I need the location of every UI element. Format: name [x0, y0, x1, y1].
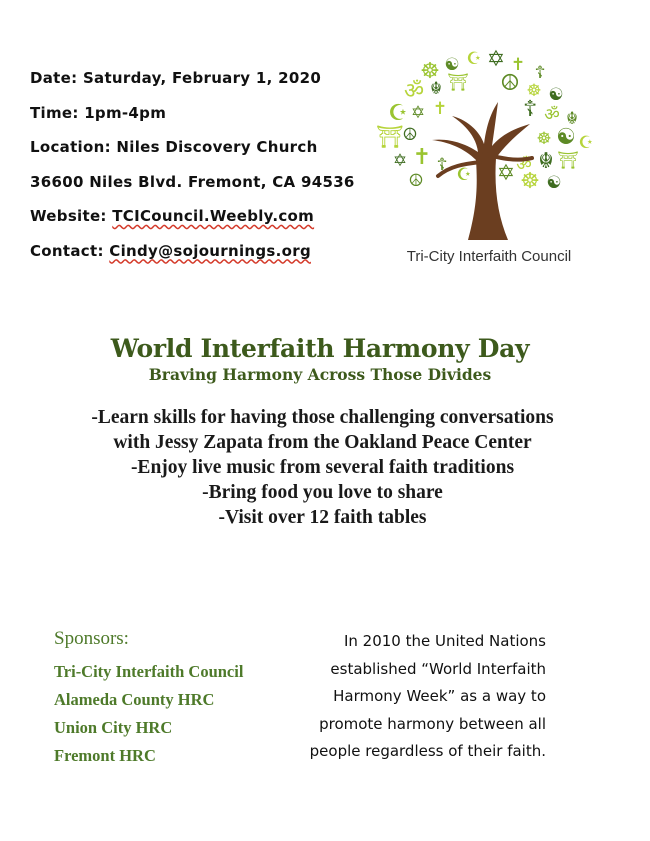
- un-note-line: In 2010 the United Nations: [343, 632, 546, 650]
- contact-email-link[interactable]: Cindy@sojournings.org: [109, 241, 311, 260]
- website-line: [30, 204, 370, 239]
- sponsors-section: [54, 628, 304, 770]
- faith-symbol-icon: ॐ: [516, 155, 532, 175]
- un-note-line: established “World Interfaith: [330, 659, 546, 678]
- faith-symbol-icon: ☦: [534, 63, 546, 83]
- faith-symbol-icon: ☮: [408, 171, 424, 191]
- faith-symbol-icon: ☯: [546, 173, 562, 193]
- faith-symbol-icon: ☯: [444, 55, 460, 75]
- event-time: Time: 1pm-4pm: [30, 103, 167, 122]
- faith-symbol-icon: ॐ: [403, 79, 425, 104]
- faith-symbol-icon: ☸: [520, 169, 540, 194]
- event-date: Date: Saturday, February 1, 2020: [30, 69, 322, 87]
- faith-symbol-icon: ☸: [526, 81, 542, 101]
- interfaith-tree-icon: [360, 40, 610, 280]
- faith-symbol-icon: ☬: [429, 79, 443, 99]
- faith-symbol-icon: ☯: [556, 125, 576, 150]
- activity-line: -Enjoy live music from several faith traditions: [130, 457, 515, 478]
- event-title: World Interfaith Harmony Day: [110, 334, 530, 363]
- sponsor-item: Union City HRC: [54, 718, 173, 737]
- un-note-line: Harmony Week” as a way to: [333, 687, 546, 705]
- event-address: 36600 Niles Blvd. Fremont, CA 94536: [30, 172, 355, 191]
- faith-symbol-icon: ☬: [565, 109, 579, 129]
- un-note-line: promote harmony between all: [319, 714, 546, 733]
- faith-symbol-icon: ☯: [548, 85, 564, 105]
- faith-symbol-icon: ☸: [420, 59, 440, 84]
- faith-symbol-icon: ✡: [410, 103, 426, 123]
- faith-symbol-icon: ☦: [436, 155, 448, 175]
- faith-symbol-icon: ✡: [392, 151, 408, 171]
- faith-symbol-icon: ⛩: [447, 73, 469, 93]
- faith-symbol-icon: ☪: [456, 165, 472, 185]
- faith-symbol-icon: ✡: [496, 161, 516, 186]
- sponsor-item: Tri-City Interfaith Council: [54, 662, 244, 681]
- activity-line: -Bring food you love to share: [202, 482, 443, 503]
- contact-line: [30, 239, 370, 274]
- faith-symbol-icon: ☬: [538, 149, 554, 174]
- faith-symbol-icon: ✡: [486, 47, 506, 72]
- faith-symbol-icon: ✝: [432, 99, 448, 119]
- faith-symbol-icon: ॐ: [544, 105, 560, 125]
- un-harmony-note: [280, 628, 546, 766]
- faith-symbol-icon: ✝: [510, 55, 526, 75]
- activities-list: [40, 405, 605, 530]
- faith-symbol-icon: ☮: [402, 125, 418, 145]
- logo-caption: Tri-City Interfaith Council: [406, 248, 572, 265]
- faith-symbol-icon: ☦: [522, 97, 538, 122]
- event-location: Location: Niles Discovery Church: [30, 138, 318, 156]
- un-note-line: people regardless of their faith.: [309, 742, 546, 760]
- faith-symbol-icon: ⛩: [557, 151, 579, 171]
- tri-city-interfaith-logo: [360, 40, 610, 280]
- contact-label: Contact:: [30, 241, 110, 260]
- sponsor-item: Alameda County HRC: [54, 690, 215, 709]
- faith-symbol-icon: ⛩: [376, 125, 404, 150]
- event-subtitle: Braving Harmony Across Those Divides: [148, 365, 492, 384]
- sponsors-heading: Sponsors:: [54, 628, 129, 649]
- activity-line: -Learn skills for having those challenging conversations: [91, 407, 554, 428]
- faith-symbol-icon: ☮: [500, 71, 520, 96]
- faith-symbol-icon: ☸: [536, 129, 552, 149]
- sponsor-item: Fremont HRC: [54, 746, 156, 765]
- faith-symbol-icon: ☪: [466, 49, 482, 69]
- activity-line: -Visit over 12 faith tables: [218, 507, 427, 528]
- event-info: [30, 66, 370, 273]
- website-link[interactable]: TCICouncil.Weebly.com: [112, 207, 315, 225]
- faith-symbol-icon: ✝: [412, 145, 432, 170]
- activity-line: with Jessy Zapata from the Oakland Peace Center: [113, 432, 532, 453]
- faith-symbol-icon: ☪: [578, 133, 594, 153]
- faith-symbol-icon: ☪: [388, 101, 408, 126]
- website-label: Website:: [30, 207, 113, 225]
